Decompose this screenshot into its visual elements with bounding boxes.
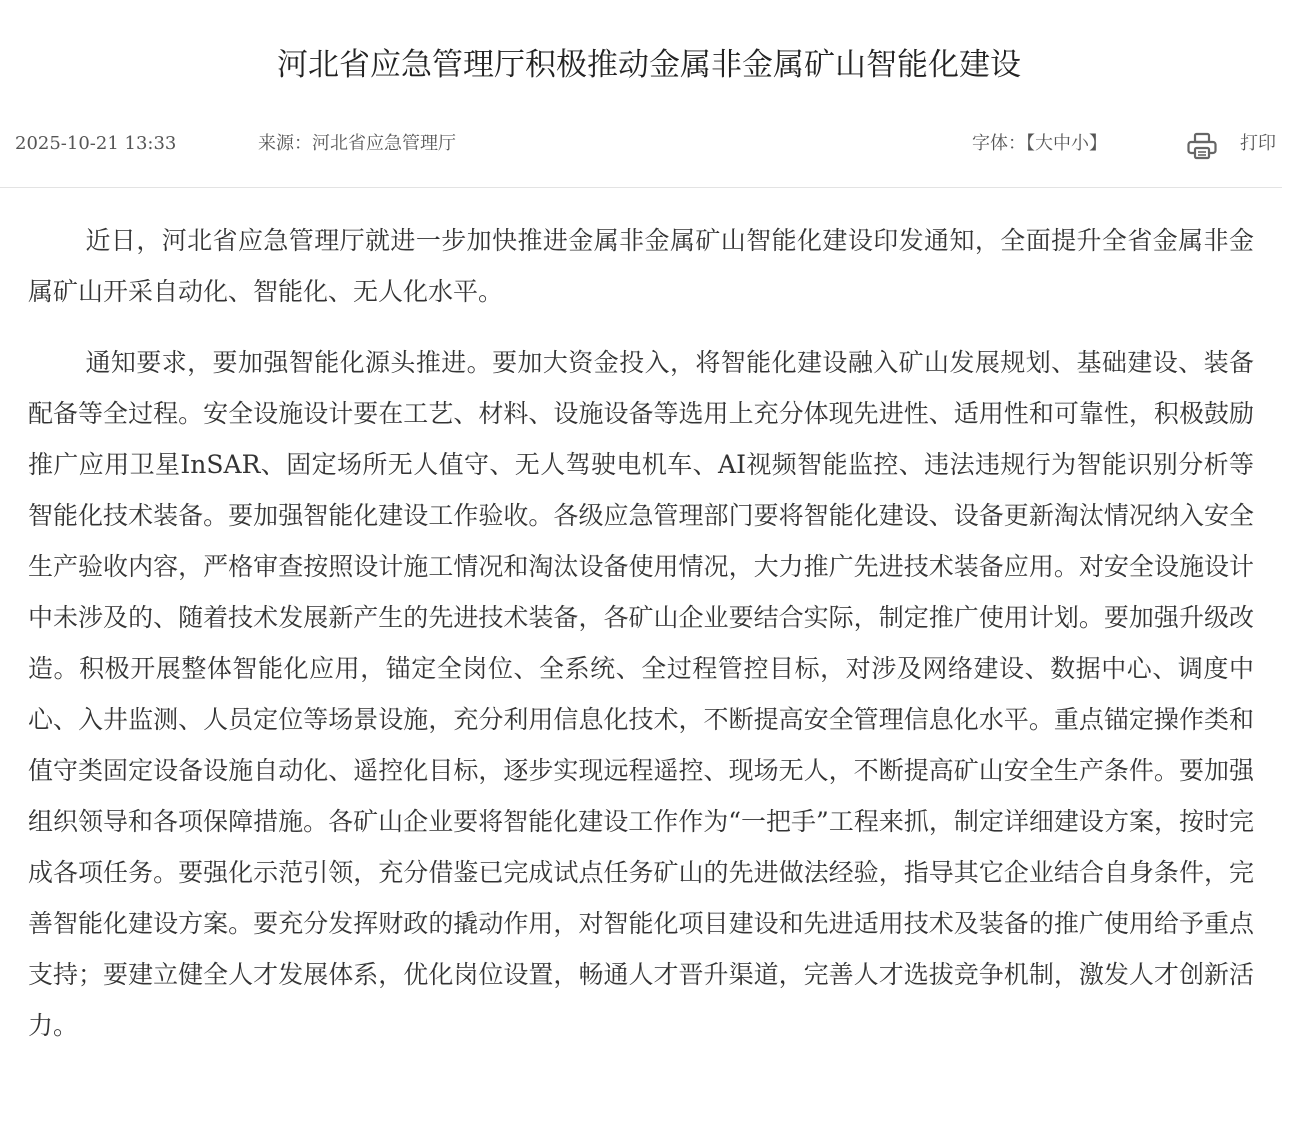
article-source: 来源：河北省应急管理厅 xyxy=(258,133,456,154)
font-size-label: 字体： xyxy=(972,133,1026,154)
font-size-small-link[interactable]: 小 xyxy=(1071,133,1089,154)
article-paragraph: 近日，河北省应急管理厅就进一步加快推进金属非金属矿山智能化建设印发通知，全面提升全省金属非金属矿山开采自动化、智能化、无人化水平。 xyxy=(28,226,1254,306)
article-meta-bar xyxy=(0,124,1282,164)
font-bracket-open: 【 xyxy=(1026,133,1035,154)
font-size-large-link[interactable]: 大 xyxy=(1035,133,1053,154)
printer-icon[interactable] xyxy=(1186,132,1218,160)
article-paragraph: 通知要求，要加强智能化源头推进。要加大资金投入，将智能化建设融入矿山发展规划、基础建设、装备配备等全过程。安全设施设计要在工艺、材料、设施设备等选用上充分体现先进性、适用性和可靠性，积极鼓励推广应用卫星InSAR、固定场所无人值守、无人驾驶电机车、AI视频智能监控、违法违规行为智能识别分析等智能化技术装备。要加强智能化建设工作验收。各级应急管理部门要将智能化建设、设备更新淘汰情况纳入安全生产验收内容，严格审查按照设计施工情况和淘汰设备使用情况，大力推广先进技术装备应用。对安全设施设计中未涉及的、随着技术发展新产生的先进技术装备，各矿山企业要结合实际，制定推广使用计划。要加强升级改造。积极开展整体智能化应用，锚定全岗位、全系统、全过程管控目标，对涉及网络建设、数据中心、调度中心、入井监测、人员定位等场景设施，充分利用信息化技术，不断提高安全管理信息化水平。重点锚定操作类和值守类固定设备设施自动化、遥控化目标，逐步实现远程遥控、现场无人，不断提高矿山安全生产条件。要加强组织领导和各项保障措施。各矿山企业要将智能化建设工作作为“一把手”工程来抓，制定详细建设方案，按时完成各项任务。要强化示范引领，充分借鉴已完成试点任务矿山的先进做法经验，指导其它企业结合自身条件，完善智能化建设方案。要充分发挥财政的撬动作用，对智能化项目建设和先进适用技术及装备的推广使用给予重点支持；要建立健全人才发展体系，优化岗位设置，畅通人才晋升渠道，完善人才选拔竞争机制，激发人才创新活力。 xyxy=(28,348,1254,1040)
font-size-medium-link[interactable]: 中 xyxy=(1053,133,1071,154)
font-bracket-close: 】 xyxy=(1089,133,1107,154)
publish-date: 2025-10-21 13:33 xyxy=(15,133,177,154)
font-size-selector xyxy=(972,124,1107,164)
header-divider xyxy=(0,187,1282,188)
print-link[interactable]: 打印 xyxy=(1240,133,1276,154)
page-title: 河北省应急管理厅积极推动金属非金属矿山智能化建设 xyxy=(277,47,1021,83)
article-body xyxy=(28,215,1254,1071)
